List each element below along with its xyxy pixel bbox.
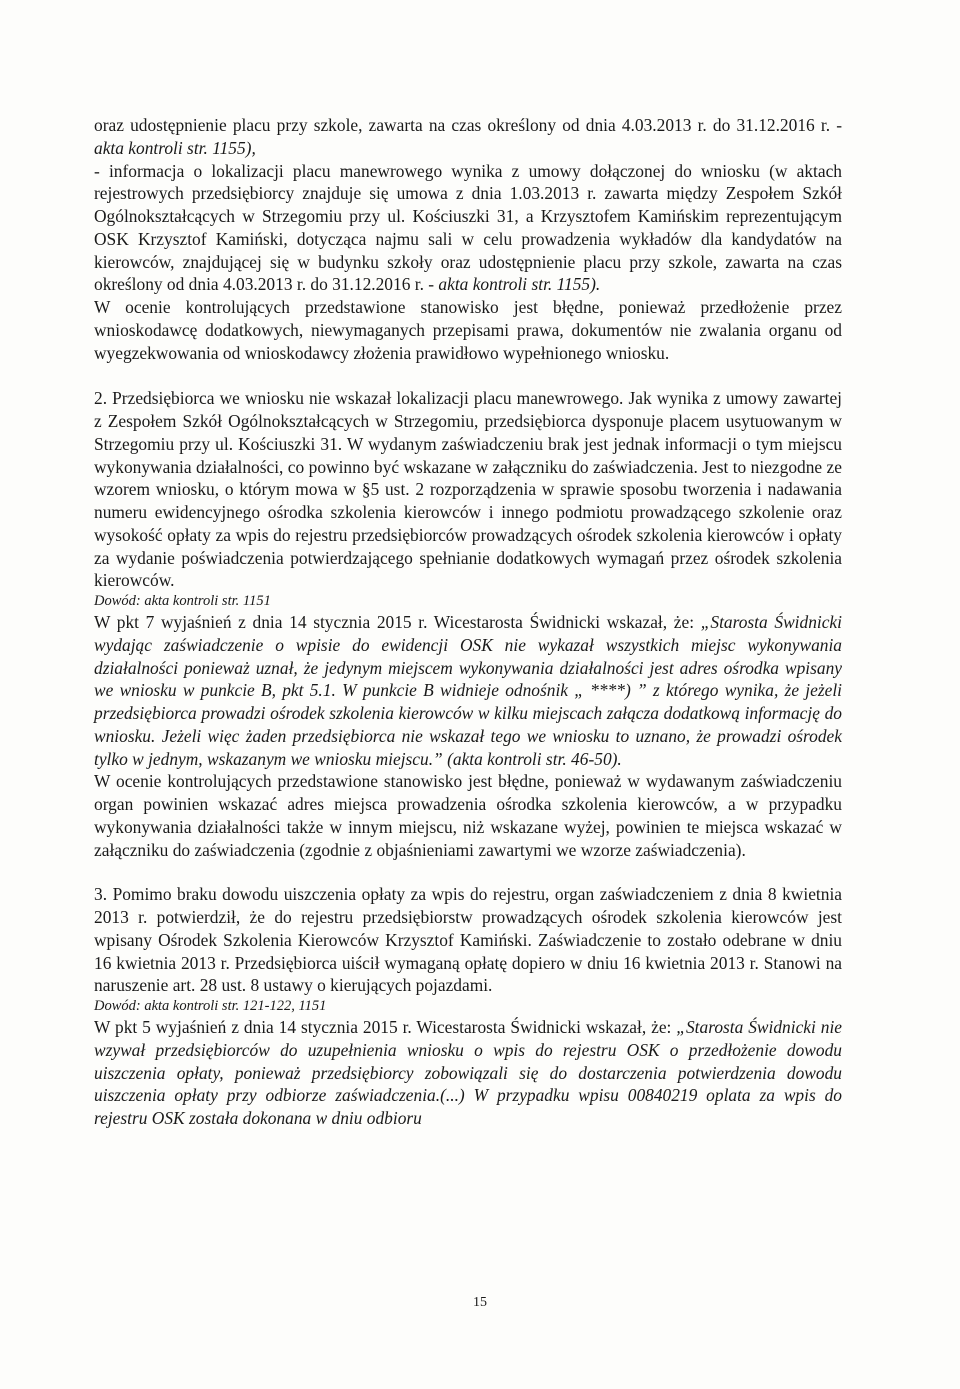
point-3-paragraph: 3. Pomimo braku dowodu uiszczenia opłaty za wpis do rejestru, organ zaświadczeniem z dnia 8 kwietnia 2013 r. potwierdził, że do rejestru przedsiębiorstw prowadzących ośrodek szkolenia kierowców jest wpisany Ośrodek Szkolenia Kierowców Krzysztof Kamiński. Zaświadczenie to zostało odebrane w dniu 16 kwietnia 2013 r. Przedsiębiorca uiścił wymaganą opłatę dopiero w dniu 16 kwietnia 2013 r. Stanowi na naruszenie art. 28 ust. 8 ustawy o kierujących pojazdami.: [94, 884, 842, 996]
explanation-2-quote: „Starosta Świdnicki wydając zaświadczenie o wpisie do ewidencji OSK nie wykazał wszystkich miejsc wykonywania działalności ponieważ uznał, że jedynym miejscem wykonywania działalności jest adres ośrodka wpisany we wniosku w punkcie B, pkt 5.1. W punkcie B widnieje odnośnik „ ****) ” z którego wynika, że jeżeli przedsiębiorca prowadzi ośrodek szkolenia kierowców w kilku miejscach załącza dodatkową informację do wniosku. Jeżeli więc żaden przedsiębiorca nie wskazał tego we wniosku to uznano, że prowadzi ośrodek tylko w jednym, wskazanym we wniosku miejscu.” (akta kontroli str. 46-50).: [94, 612, 842, 769]
assessment-paragraph-2: W ocenie kontrolujących przedstawione stanowisko jest błędne, ponieważ w wydawanym zaświadczeniu organ powinien wskazać adres miejsca prowadzenia ośrodka szkolenia kierowców, a w przypadku wykonywania działalności także w innym miejscu, niż wskazane wyżej, powinien te miejsca wskazać w załączniku do zaświadczenia (zgodnie z objaśnieniami zawartymi we wzorze zaświadczenia).: [94, 771, 842, 860]
evidence-note-3: Dowód: akta kontroli str. 121-122, 1151: [94, 998, 327, 1014]
page-number: 15: [473, 1295, 487, 1310]
evidence-note-2: Dowód: akta kontroli str. 1151: [94, 593, 271, 609]
explanation-paragraph-3: [94, 1016, 842, 1130]
item1-tail: [94, 114, 842, 160]
item1-tail-text: oraz udostępnienie placu przy szkole, zawarta na czas określony od dnia 4.03.2013 r. do 31.12.2016 r. -: [94, 115, 842, 135]
item1-tail-ref: akta kontroli str. 1155),: [94, 137, 256, 158]
explanation-3-quote: „Starosta Świdnicki nie wzywał przedsiębiorców do uzupełnienia wniosku o wpis do rejestru OSK o przedłożenie dowodu uiszczenia opłaty, ponieważ przedsiębiorcy zobowiązali się do dostarczenia potwierdzenia dowodu uiszczenia opłaty przy odbiorze zaświadczenia.(...) W przypadku wpisu 00840219 oplata za wpis do rejestru OSK została dokonana w dniu odbioru: [94, 1017, 842, 1128]
point-2-paragraph: 2. Przedsiębiorca we wniosku nie wskazał lokalizacji placu manewrowego. Jak wynika z umowy zawartej z Zespołem Szkół Ogólnokształcących w Strzegomiu, przedsiębiorca dysponuje placem usytuowanym w Strzegomiu przy ul. Kościuszki 31. W wydanym zaświadczeniu brak jest jednak informacji o tym miejscu wykonywania działalności, co powinno być wskazane w załączniku do zaświadczenia. Jest to niezgodne ze wzorem wniosku, o którym mowa w §5 ust. 2 rozporządzenia w sprawie sposobu tworzenia i nadawania numeru ewidencyjnego ośrodka szkolenia kierowców i innego podmiotu prowadzącego szkolenie oraz wysokość opłaty za wpis do rejestru przedsiębiorców prowadzących ośrodek szkolenia kierowców i opłaty za wydanie poświadczenia potwierdzającego spełnianie dodatkowych wymagań przez ośrodek szkolenia kierowców.: [94, 388, 842, 591]
explanation-2-intro: W pkt 7 wyjaśnień z dnia 14 stycznia 2015 r. Wicestarosta Świdnicki wskazał, że:: [94, 612, 701, 632]
bullet-lokalizacja-ref: akta kontroli str. 1155).: [438, 274, 601, 295]
explanation-3-intro: W pkt 5 wyjaśnień z dnia 14 stycznia 2015 r. Wicestarosta Świdnicki wskazał, że:: [94, 1017, 677, 1037]
bullet-lokalizacja-text: - informacja o lokalizacji placu manewrowego wynika z umowy dołączonej do wniosku (w aktach rejestrowych przedsiębiorcy znajduje się umowa z dnia 1.03.2013 r. zawarta między Zespołem Szkół Ogólnokształcących w Strzegomiu przy ul. Kościuszki 31, a Krzysztofem Kamińskim reprezentującym OSK Krzysztof Kamiński, dotycząca najmu sali w celu prowadzenia wykładów dla kandydatów na kierowców, znajdującej się w budynku szkoły oraz udostępnienie placu przy szkole, zawarta na czas określony od dnia 4.03.2013 r. do 31.12.2016 r. -: [94, 160, 842, 295]
assessment-paragraph-1: W ocenie kontrolujących przedstawione stanowisko jest błędne, ponieważ przedłożenie przez wnioskodawcę dodatkowych, niewymaganych przepisami prawa, dokumentów nie zwalania organu od wyegzekwowania od wnioskodawcy złożenia prawidłowo wypełnionego wniosku.: [94, 297, 842, 363]
explanation-paragraph-2: [94, 611, 842, 770]
bullet-lokalizacja: [94, 160, 842, 297]
